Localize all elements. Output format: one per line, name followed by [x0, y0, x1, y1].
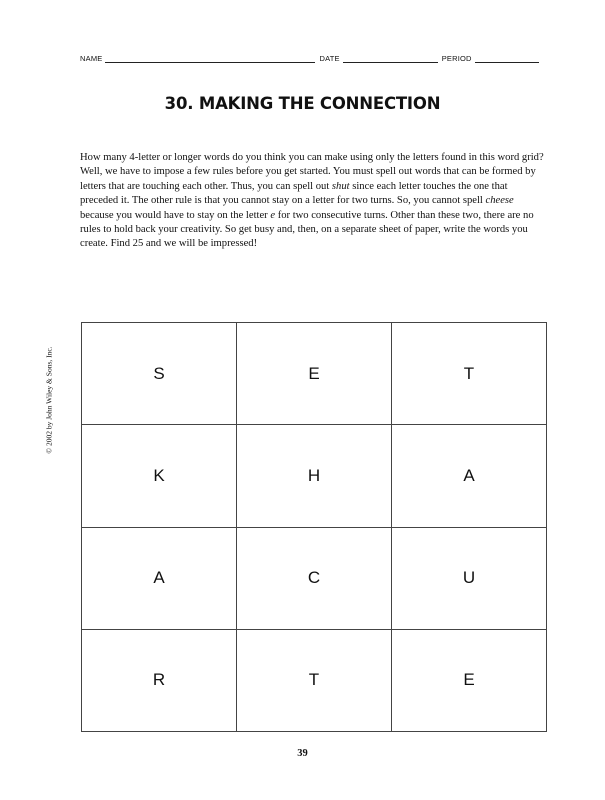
- grid-cell-r1c1: S: [82, 323, 237, 425]
- example-word-cheese: cheese: [485, 195, 514, 207]
- grid-cell-r1c3: T: [392, 323, 547, 425]
- instructions-paragraph: [80, 151, 548, 252]
- name-blank[interactable]: [105, 54, 315, 63]
- copyright-notice: © 2002 by John Wiley & Sons, Inc.: [44, 346, 54, 454]
- grid-cell-r2c1: K: [82, 425, 237, 527]
- grid-cell-r3c2: C: [237, 528, 392, 630]
- instructions-part-2: since each letter touches the one that preceded it. The other rule is that you cannot stay on a letter for two turns. So, you cannot spell: [80, 180, 508, 207]
- instructions-part-1: How many 4-letter or longer words do you think you can make using only the letters found in this word grid? Well, we have to impose a few rules before you get started. You must spell out words that can be formed by letters that are touching each other. Thus, you can spell out: [80, 152, 544, 192]
- example-word-shut: shut: [331, 180, 350, 192]
- page-number: 39: [297, 748, 308, 759]
- name-label: NAME: [80, 54, 103, 63]
- page-title: 30. MAKING THE CONNECTION: [164, 94, 441, 113]
- instructions-part-3: because you would have to stay on the letter: [80, 209, 271, 221]
- period-label: PERIOD: [441, 54, 472, 63]
- student-info-header: [80, 54, 550, 63]
- grid-cell-r2c3: A: [392, 425, 547, 527]
- instructions-part-4: for two consecutive turns. Other than these two, there are no rules to hold back your creativity. So get busy and, then, on a separate sheet of paper, write the words you create. Find 25 and we will be impressed!: [80, 209, 534, 250]
- grid-cell-r3c1: A: [82, 528, 237, 630]
- date-blank[interactable]: [343, 54, 438, 63]
- grid-cell-r4c3: E: [392, 630, 547, 732]
- grid-cell-r2c2: H: [237, 425, 392, 527]
- date-label: DATE: [319, 54, 340, 63]
- period-blank[interactable]: [475, 54, 539, 63]
- grid-cell-r4c1: R: [82, 630, 237, 732]
- grid-cell-r3c3: U: [392, 528, 547, 630]
- example-letter-e: e: [270, 209, 276, 221]
- grid-cell-r1c2: E: [237, 323, 392, 425]
- letter-grid: [81, 322, 547, 732]
- grid-cell-r4c2: T: [237, 630, 392, 732]
